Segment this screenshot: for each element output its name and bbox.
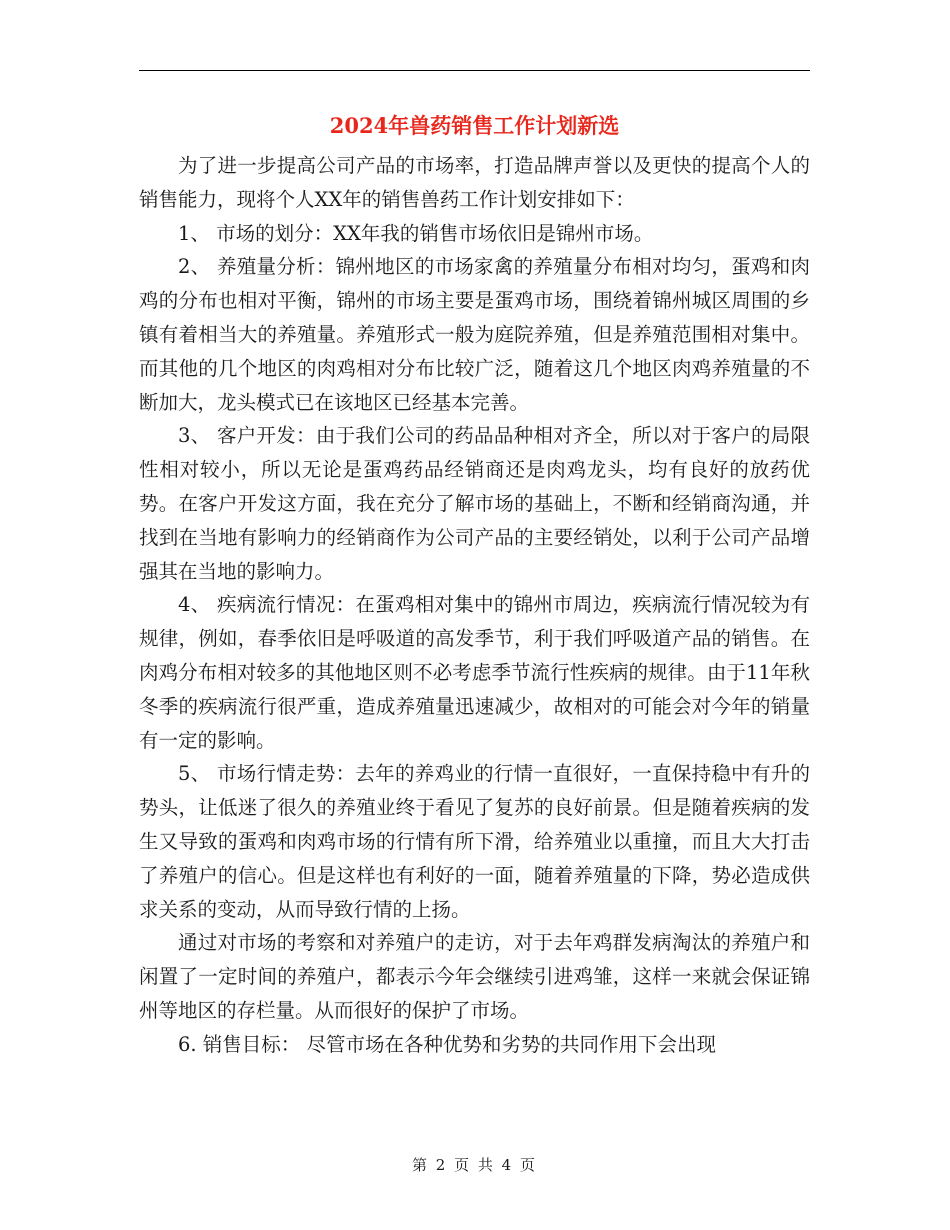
paragraph-market-division: 1、 市场的划分：XX年我的销售市场依旧是锦州市场。 [178, 221, 654, 245]
paragraph-breeding-analysis: 2、 养殖量分析：锦州地区的市场家禽的养殖量分布相对均匀，蛋鸡和肉鸡的分布也相对平衡，锦州的市场主要是蛋鸡市场，围绕着锦州城区周围的乡镇有着相当大的养殖量。养殖形式一般为庭院养殖，但是养殖范围相对集中。而其他的几个地区的肉鸡相对分布比较广泛，随着这几个地区肉鸡养殖量的不断加大，龙头模式已在该地区已经基本完善。 [139, 255, 810, 414]
paragraph-market-trend: 5、 市场行情走势：去年的养鸡业的行情一直很好，一直保持稳中有升的势头，让低迷了很久的养殖业终于看见了复苏的良好前景。但是随着疾病的发生又导致的蛋鸡和肉鸡市场的行情有所下滑，给养殖业以重撞，而且大大打击了养殖户的信心。但是这样也有利好的一面，随着养殖量的下降，势必造成供求关系的变动，从而导致行情的上扬。 [139, 762, 810, 921]
document-body [139, 149, 810, 1062]
paragraph-customer-development: 3、 客户开发：由于我们公司的药品品种相对齐全，所以对于客户的局限性相对较小，所以无论是蛋鸡药品经销商还是肉鸡龙头，均有良好的放药优势。在客户开发这方面，我在充分了解市场的基础上，不断和经销商沟通，并找到在当地有影响力的经销商作为公司产品的主要经销处，以利于公司产品增强其在当地的影响力。 [139, 424, 810, 583]
paragraph-market-survey: 通过对市场的考察和对养殖户的走访，对于去年鸡群发病淘汰的养殖户和闲置了一定时间的养殖户，都表示今年会继续引进鸡雏，这样一来就会保证锦州等地区的存栏量。从而很好的保护了市场。 [139, 931, 810, 1022]
header-rule [139, 70, 810, 71]
document-title: 2024年兽药销售工作计划新选 [329, 113, 620, 138]
paragraph-intro: 为了进一步提高公司产品的市场率，打造品牌声誉以及更快的提高个人的销售能力，现将个人XX年的销售兽药工作计划安排如下： [139, 154, 810, 211]
paragraph-disease-situation: 4、 疾病流行情况：在蛋鸡相对集中的锦州市周边，疾病流行情况较为有规律，例如，春季依旧是呼吸道的高发季节，利于我们呼吸道产品的销售。在肉鸡分布相对较多的其他地区则不必考虑季节流行性疾病的规律。由于11年秋冬季的疾病流行很严重，造成养殖量迅速减少，故相对的可能会对今年的销量有一定的影响。 [139, 593, 810, 752]
page-footer: 第 2 页 共 4 页 [412, 1156, 537, 1174]
paragraph-sales-target: 6. 销售目标： 尽管市场在各种优势和劣势的共同作用下会出现 [178, 1032, 717, 1056]
